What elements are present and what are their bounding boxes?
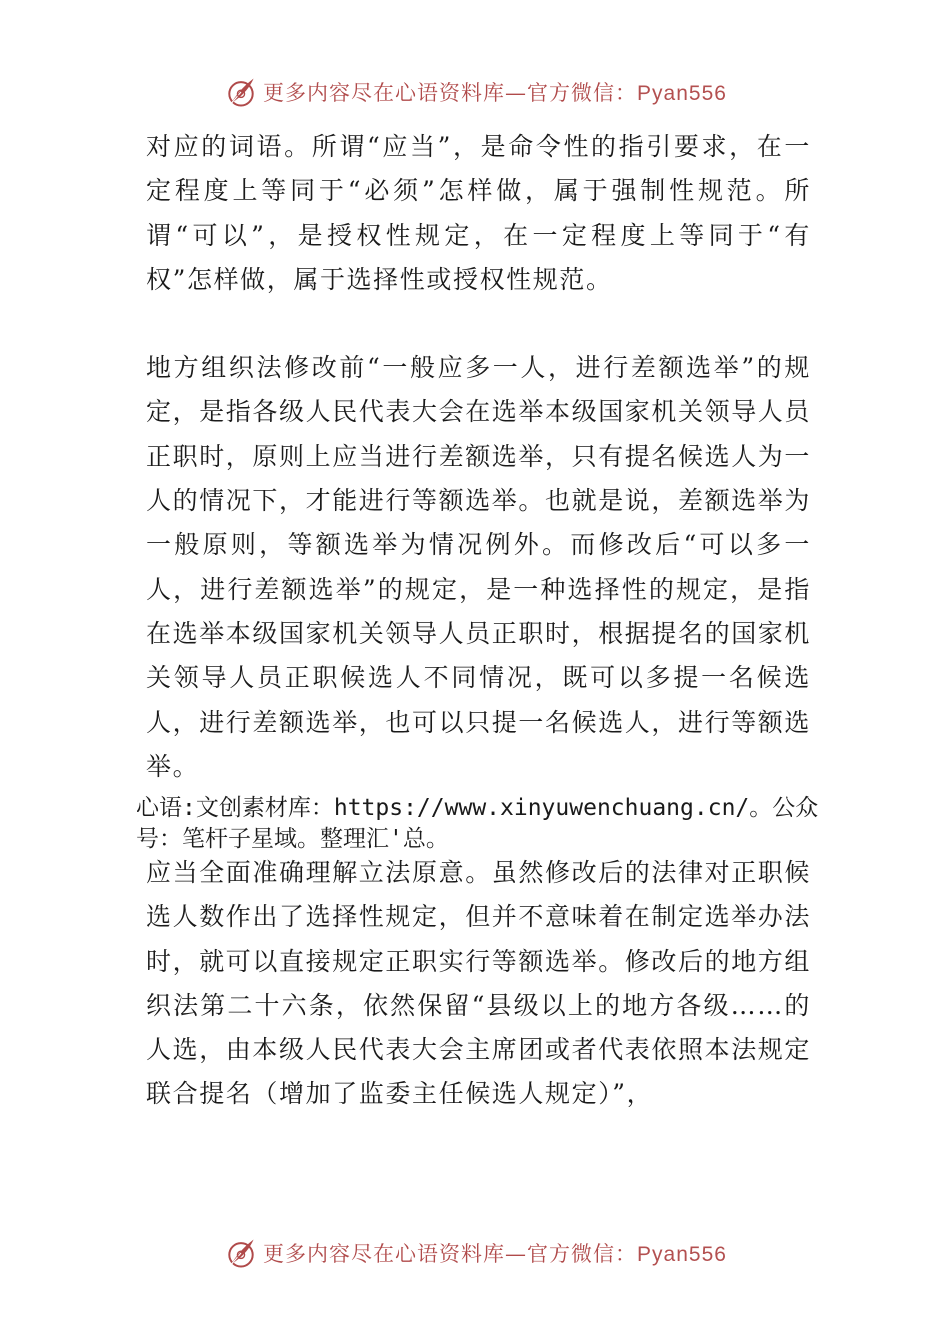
footer-banner <box>0 1233 950 1273</box>
footer-wechat-account: Pyan556 <box>637 1243 727 1266</box>
footer-banner-label: 更多内容尽在心语资料库—官方微信： <box>263 1242 638 1266</box>
header-wechat-account: Pyan556 <box>637 82 727 105</box>
footer-banner-text <box>263 1238 727 1268</box>
paragraph-3: 应当全面准确理解立法原意。虽然修改后的法律对正职候选人数作出了选择性规定，但并不意味着在制定选举办法时，就可以直接规定正职实行等额选举。修改后的地方组织法第二十六条，依然保留“县级以上的地方各级……的人选，由本级人民代表大会主席团或者代表依照本法规定联合提名（增加了监委主任候选人规定）”， <box>146 858 812 1109</box>
quill-logo-icon <box>223 74 259 110</box>
document-body <box>146 125 811 789</box>
header-banner-label: 更多内容尽在心语资料库—官方微信： <box>263 81 638 105</box>
header-banner <box>0 72 950 112</box>
document-body-continued <box>146 851 811 1117</box>
header-banner-text <box>263 77 727 107</box>
quill-logo-icon <box>223 1235 259 1271</box>
inserted-source-note: 心语:文创素材库：https://www.xinyuwenchuang.cn/。公众号：笔杆子星域。整理汇'总。 <box>136 795 819 852</box>
paragraph-1: 对应的词语。所谓“应当”，是命令性的指引要求，在一定程度上等同于“必须”怎样做，属于强制性规范。所谓“可以”，是授权性规定，在一定程度上等同于“有权”怎样做，属于选择性或授权性规范。 <box>146 132 811 294</box>
paragraph-2: 地方组织法修改前“一般应多一人，进行差额选举”的规定，是指各级人民代表大会在选举本级国家机关领导人员正职时，原则上应当进行差额选举，只有提名候选人为一人的情况下，才能进行等额选举。也就是说，差额选举为一般原则，等额选举为情况例外。而修改后“可以多一人，进行差额选举”的规定，是一种选择性的规定，是指在选举本级国家机关领导人员正职时，根据提名的国家机关领导人员正职候选人不同情况，既可以多提一名候选人，进行差额选举，也可以只提一名候选人，进行等额选举。 <box>146 353 812 781</box>
paragraph-gap <box>146 302 811 346</box>
